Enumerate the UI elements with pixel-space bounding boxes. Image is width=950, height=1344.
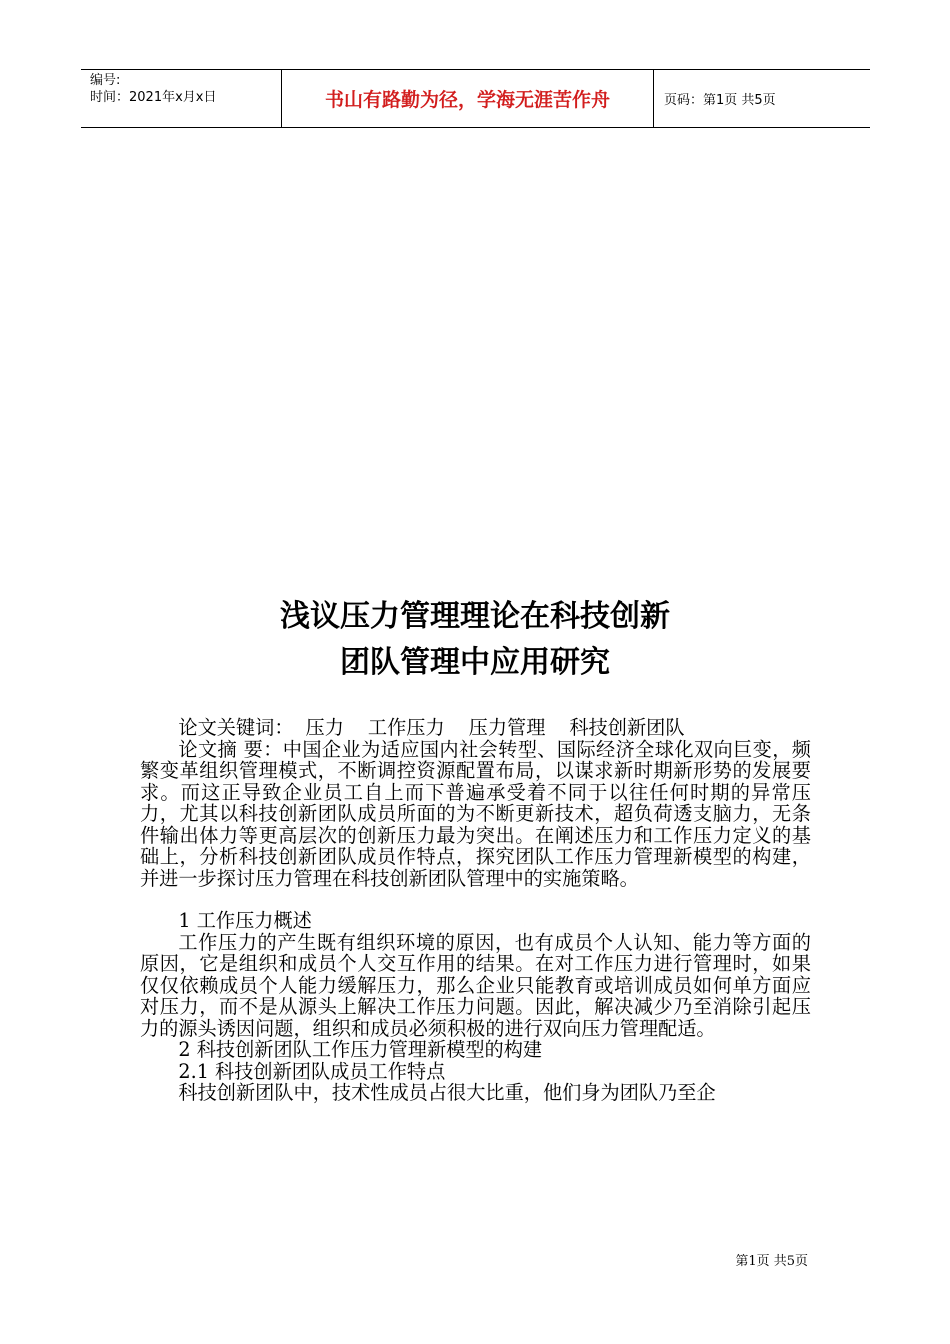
title-line-2: 团队管理中应用研究	[340, 645, 610, 680]
keyword-item: 工作压力	[367, 716, 445, 739]
abstract-paragraph	[140, 739, 811, 890]
serial-label: 编号:	[90, 73, 121, 88]
page-footer: 第1页 共5页	[735, 1254, 808, 1269]
document-header	[81, 69, 870, 128]
keywords-paragraph	[140, 717, 811, 739]
abstract-label: 论文摘 要：	[178, 737, 283, 761]
keywords-label: 论文关键词：	[178, 716, 294, 739]
section-1-text: 工作压力的产生既有组织环境的原因，也有成员个人认知、能力等方面的原因，它是组织和成员个人交互作用的结果。在对工作压力进行管理时，如果仅仅依赖成员个人能力缓解压力，那么企业只能教育或培训成员如何单方面应对压力，而不是从源头上解决工作压力问题。因此，解决减少乃至消除引起压力的源头诱因问题，组织和成员必须积极的进行双向压力管理配适。	[140, 930, 811, 1040]
section-2-heading: 2 科技创新团队工作压力管理新模型的构建	[178, 1038, 543, 1061]
keyword-item: 科技创新团队	[569, 716, 685, 739]
time-label: 时间：2021年x月x日	[90, 90, 217, 105]
document-title	[0, 594, 950, 686]
header-meta	[81, 70, 282, 127]
section-2-1-text: 科技创新团队中，技术性成员占很大比重，他们身为团队乃至企	[178, 1081, 716, 1104]
document-body	[140, 717, 811, 1104]
header-motto: 书山有路勤为径，学海无涯苦作舟	[282, 70, 654, 127]
keyword-item: 压力管理	[468, 716, 546, 739]
abstract-text: 中国企业为适应国内社会转型、国际经济全球化双向巨变，频繁变革组织管理模式，不断调控资源配置布局，以谋求新时期新形势的发展要求。而这正导致企业员工自上而下普遍承受着不同于以往任何时期的异常压力，尤其以科技创新团队成员所面的为不断更新技术，超负荷透支脑力，无条件输出体力等更高层次的创新压力最为突出。在阐述压力和工作压力定义的基础上，分析科技创新团队成员作特点，探究团队工作压力管理新模型的构建，并进一步探讨压力管理在科技创新团队管理中的实施策略。	[140, 737, 811, 890]
keyword-item: 压力	[305, 716, 344, 739]
title-line-1: 浅议压力管理理论在科技创新	[280, 599, 670, 634]
section-1-heading: 1 工作压力概述	[178, 909, 312, 932]
section-2-1-heading: 2.1 科技创新团队成员工作特点	[178, 1059, 446, 1083]
header-page-info: 页码：第1页 共5页	[664, 93, 776, 108]
